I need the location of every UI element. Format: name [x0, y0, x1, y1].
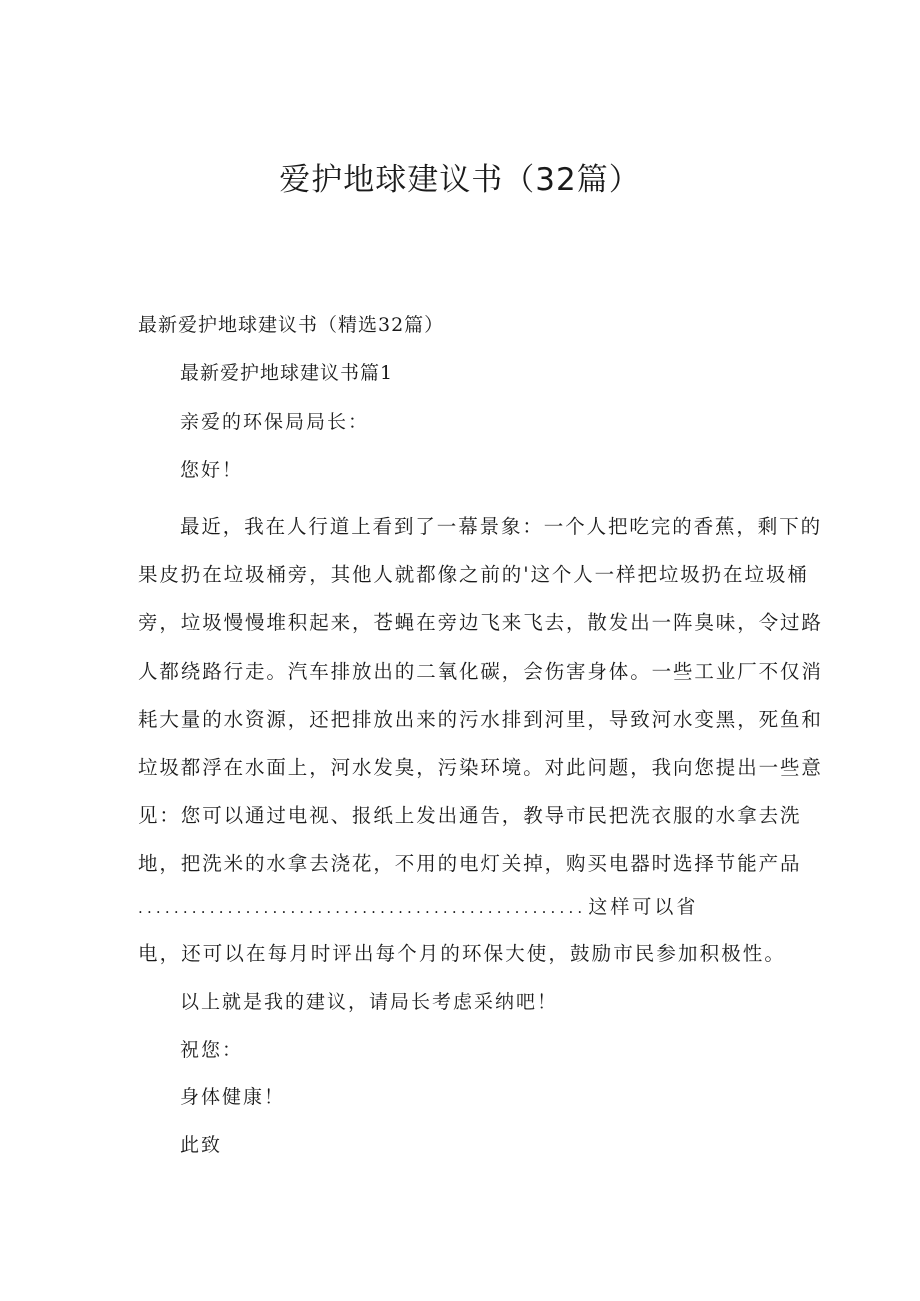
body-line: 耗大量的水资源，还把排放出来的污水排到河里，导致河水变黑，死鱼和 [138, 707, 823, 731]
document-subtitle: 最新爱护地球建议书（精选32篇） [138, 314, 445, 336]
body-line: 人都绕路行走。汽车排放出的二氧化碳，会伤害身体。一些工业厂不仅消 [138, 659, 823, 683]
letter-body [138, 503, 823, 889]
body-line: 旁，垃圾慢慢堆积起来，苍蝇在旁边飞来飞去，散发出一阵臭味，令过路 [138, 611, 823, 635]
body-line: 最近，我在人行道上看到了一幕景象：一个人把吃完的香蕉，剩下的 [180, 515, 823, 538]
closing-request: 以上就是我的建议，请局长考虑采纳吧！ [180, 991, 559, 1013]
letter-salutation: 亲爱的环保局局长： [180, 411, 370, 433]
letter-greeting: 您好！ [180, 459, 244, 481]
closing-wish: 祝您： [180, 1039, 244, 1061]
ellipsis-line [138, 893, 780, 922]
ellipsis-tail-text: 这样可以省 [588, 896, 699, 918]
body-line: 地，把洗米的水拿去浇花，不用的电灯关掉，购买电器时选择节能产品 [138, 852, 802, 876]
body-line: 垃圾都浮在水面上，河水发臭，污染环境。对此问题，我向您提出一些意 [138, 756, 823, 780]
body-continuation: 电，还可以在每月时评出每个月的环保大使，鼓励市民参加积极性。 [138, 942, 787, 965]
section-heading: 最新爱护地球建议书篇1 [180, 362, 394, 384]
body-line: 见：您可以通过电视、报纸上发出通告，教导市民把洗衣服的水拿去洗 [138, 804, 802, 828]
ellipsis-dots: .................................................. [138, 899, 587, 917]
closing-wish-body: 身体健康！ [180, 1086, 286, 1108]
sign-off: 此致 [180, 1134, 223, 1156]
document-title: 爱护地球建议书（32篇） [279, 162, 641, 198]
body-line: 果皮扔在垃圾桶旁，其他人就都像之前的'这个人一样把垃圾扔在垃圾桶 [138, 563, 809, 587]
